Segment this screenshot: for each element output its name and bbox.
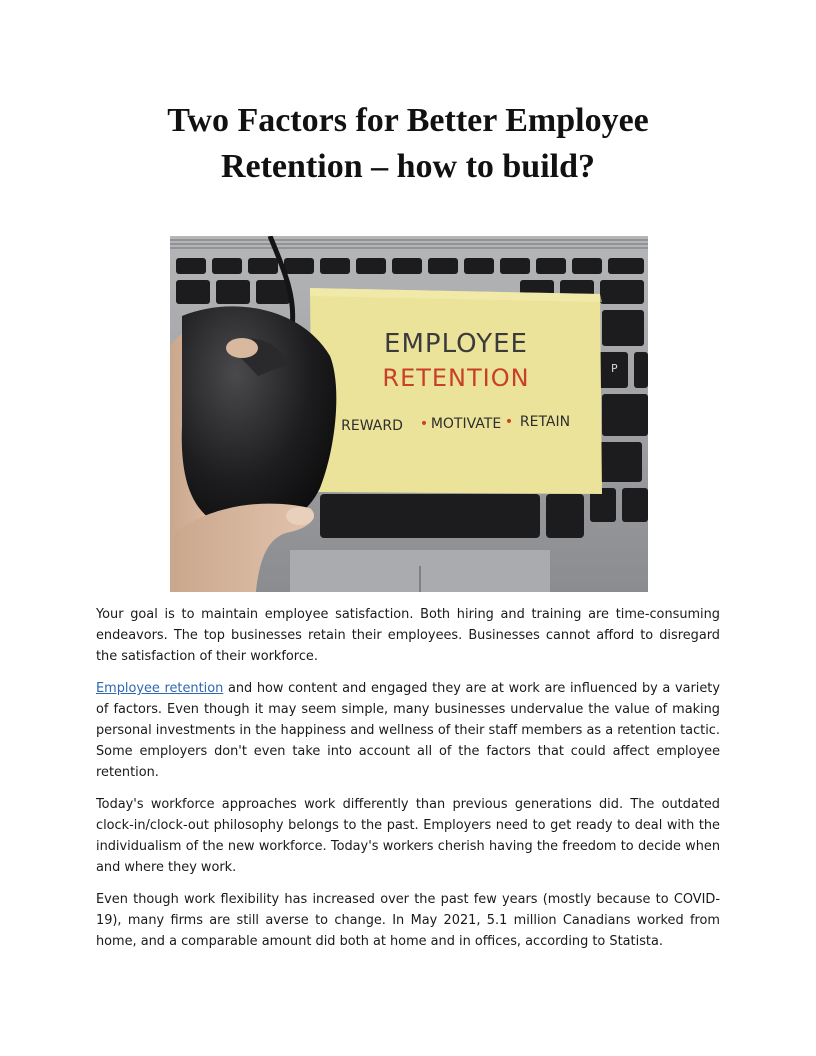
title-line-1: Two Factors for Better Employee [167, 102, 649, 139]
note-word-reward: REWARD [341, 418, 403, 434]
sticky-note [310, 288, 602, 494]
note-word-motivate: MOTIVATE [430, 416, 502, 432]
title-line-2: Retention – how to build? [220, 148, 596, 185]
note-heading-employee: EMPLOYEE [384, 329, 528, 359]
note-word-retain: RETAIN [519, 414, 571, 430]
paragraph-1: Your goal is to maintain employee satisfaction. Both hiring and training are time-consuming endeavors. The top businesses retain their employees. Businesses cannot afford to disregard the satisfaction of their workforce. [96, 607, 720, 664]
note-heading-retention: RETENTION [382, 364, 530, 392]
employee-retention-link[interactable]: Employee retention [96, 681, 224, 696]
paragraph-4: Even though work flexibility has increased over the past few years (mostly because to COVID-19), many firms are still averse to change. In May 2021, 5.1 million Canadians worked from home, and a comparable amount did both at home and in offices, according to Statista. [96, 892, 720, 949]
note-separator-2: • [504, 414, 514, 430]
key-label-p: P [611, 362, 618, 375]
article-title [96, 98, 720, 190]
paragraph-2-text: and how content and engaged they are at work are influenced by a variety of factors. Even though it may seem simple, many businesses undervalue the value of making personal investments in the happiness and wellness of their staff members as a retention tactic. Some employers don't even take into account all of the factors that could affect employee retention. [96, 681, 720, 780]
paragraph-3: Today's workforce approaches work differently than previous generations did. The outdated clock-in/clock-out philosophy belongs to the past. Employers need to get ready to deal with the individualism of the new workforce. Today's workers cherish having the freedom to decide when and where they work. [96, 797, 720, 875]
note-separator-1: • [419, 416, 429, 432]
article-body [96, 604, 720, 963]
hero-photo-illustration [170, 236, 648, 592]
paragraph-2 [96, 678, 720, 783]
article-hero-image [170, 236, 648, 592]
